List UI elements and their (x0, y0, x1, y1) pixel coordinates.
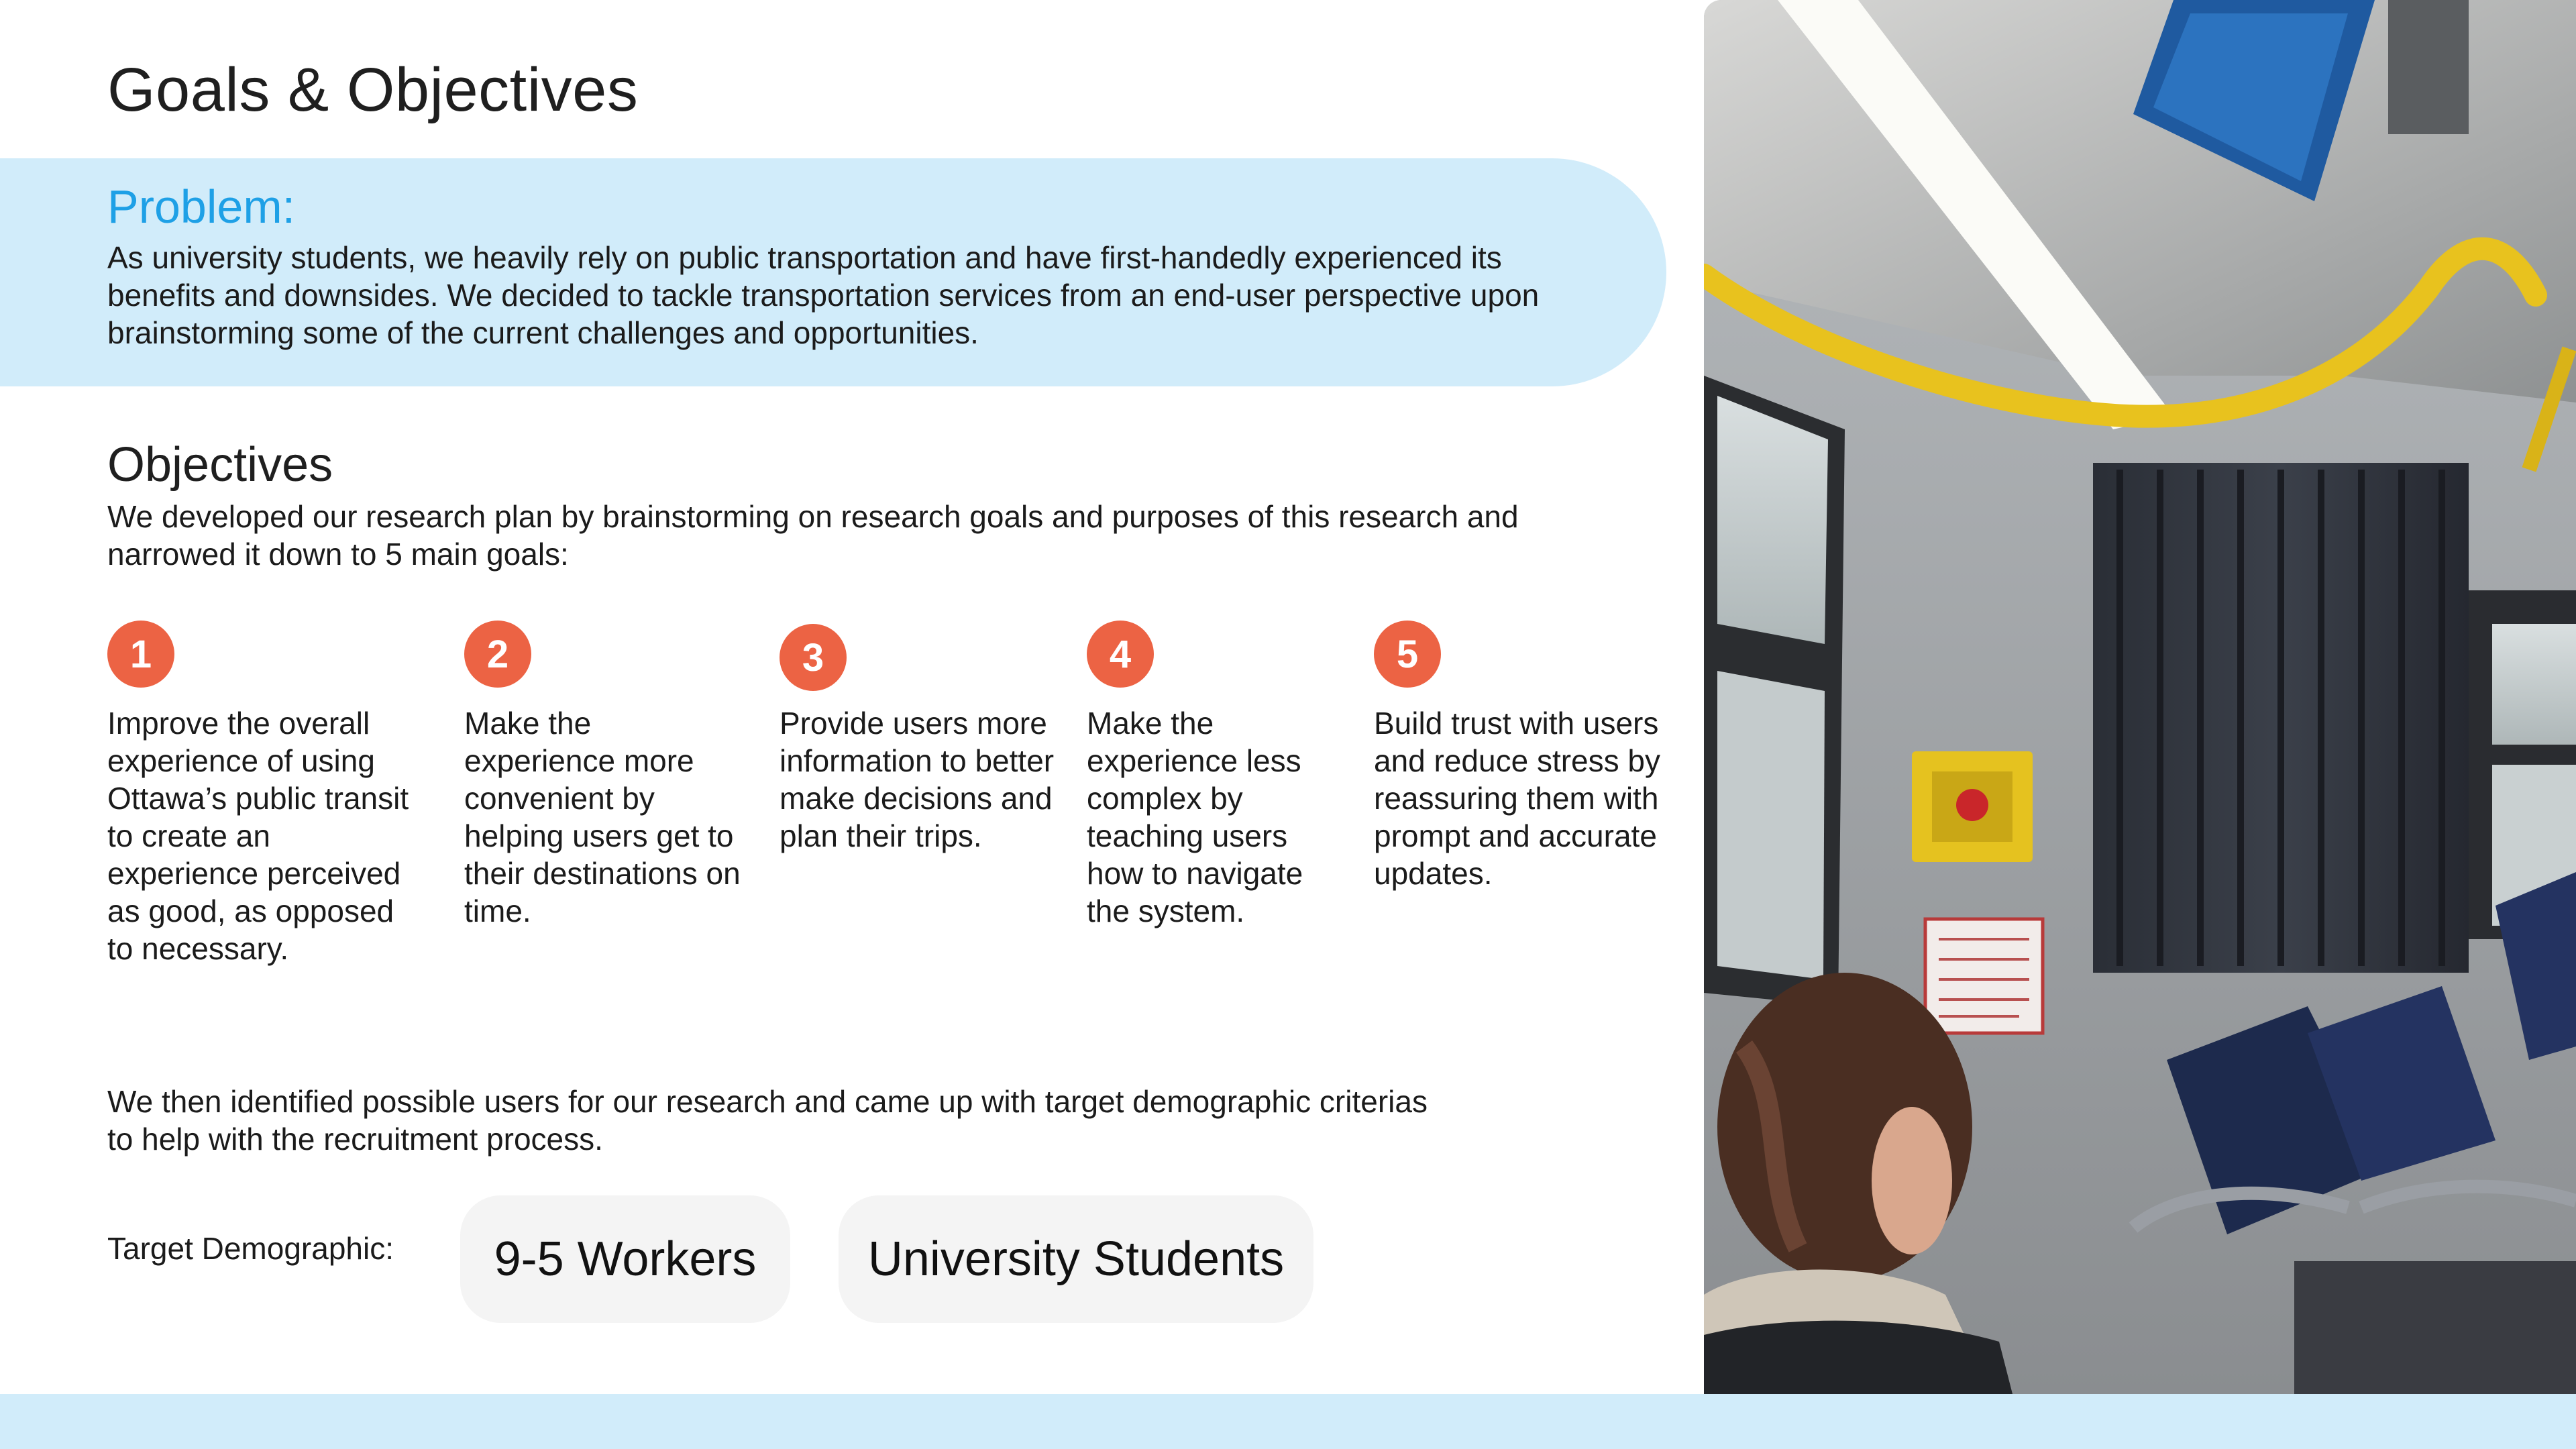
page-title: Goals & Objectives (107, 56, 639, 124)
goal-number-badge: 5 (1374, 621, 1441, 688)
goal-text: Provide users more information to better make decisions and plan their trips. (780, 706, 1055, 853)
goal-text: Improve the overall experience of using Ottawa’s public transit to create an experience perceived as good, as opposed to necessary. (107, 706, 409, 966)
goal-number-badge: 1 (107, 621, 174, 688)
goal-number-badge: 3 (780, 624, 847, 691)
objectives-heading: Objectives (107, 438, 333, 492)
goal-item-1 (107, 621, 409, 966)
problem-heading: Problem: (107, 180, 296, 233)
goal-number-badge: 4 (1087, 621, 1154, 688)
demographic-chip-workers: 9-5 Workers (460, 1195, 790, 1323)
target-demographic-label: Target Demographic: (107, 1231, 394, 1266)
bottom-band (0, 1394, 2576, 1449)
objectives-intro: We developed our research plan by brainstorming on research goals and purposes of this research and narrowed it down to 5 main goals: (107, 499, 1519, 572)
goal-text: Make the experience less complex by teaching users how to navigate the system. (1087, 706, 1303, 928)
goal-item-2 (464, 621, 741, 928)
users-description: We then identified possible users for our research and came up with target demographic criterias to help with the recruitment process. (107, 1084, 1428, 1157)
goal-text: Make the experience more convenient by helping users get to their destinations on time. (464, 706, 741, 928)
problem-description: As university students, we heavily rely on public transportation and have first-handedly experienced its benefits and downsides. We decided to tackle transportation services from an end-user perspective upon brainstorming some of the current challenges and opportunities. (107, 240, 1540, 350)
goal-item-5 (1374, 621, 1661, 891)
bus-interior-photo (1704, 0, 2576, 1394)
goal-text: Build trust with users and reduce stress by reassuring them with prompt and accurate updates. (1374, 706, 1661, 891)
goal-number-badge: 2 (464, 621, 531, 688)
goal-item-3 (780, 624, 1055, 853)
demographic-chip-students: University Students (839, 1195, 1313, 1323)
goal-item-4 (1087, 621, 1303, 928)
